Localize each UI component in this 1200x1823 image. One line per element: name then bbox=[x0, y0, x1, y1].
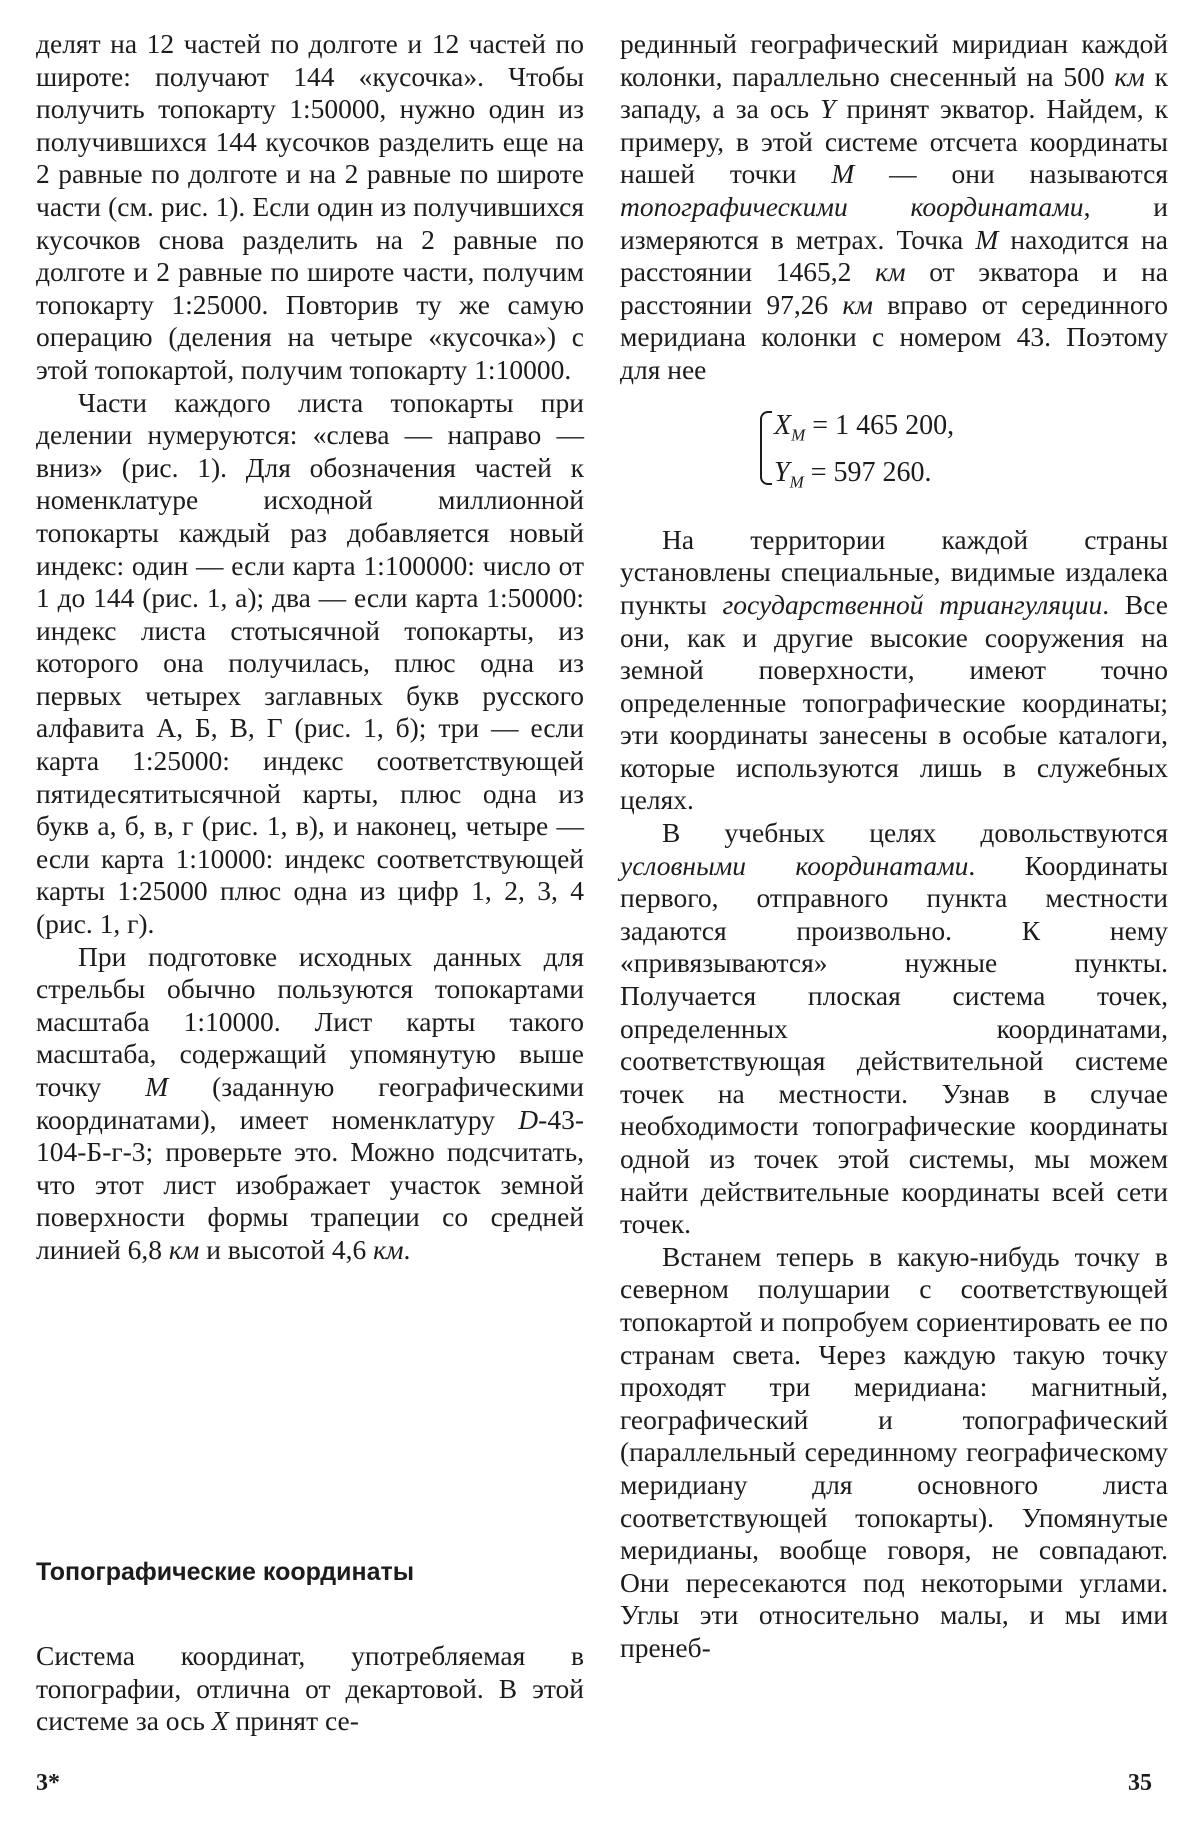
left-paragraph-3: При подготовке исходных данных для стрельбы обычно пользуются топокартами масштаба 1:10000. Лист карты такого масштаба, содержащий упомянутую выше точку M (заданную географическими координатами), имеет номенклатуру D-43-104-Б-г-3; проверьте это. Можно подсчитать, что этот лист изображает участок земной поверхности формы трапеции со средней линией 6,8 км и высотой 4,6 км. bbox=[36, 940, 584, 1265]
left-column bbox=[36, 28, 584, 1267]
left-paragraph-2: Части каждого листа топокарты при делении нумеруются: «слева — направо — вниз» (рис. 1). Для обозначения частей к номенклатуре исходной миллионной топокарты каждый раз добавляется новый индекс: один — если карта 1:100000: число от 1 до 144 (рис. 1, а); два — если карта 1:50000: индекс листа стотысячной топокарты, из которого она получилась, плюс одна из первых четырех заглавных букв русского алфавита А, Б, В, Г (рис. 1, б); три — если карта 1:25000: индекс соответствующей пятидесятитысячной карты, плюс одна из букв а, б, в, г (рис. 1, в), и наконец, четыре — если карта 1:10000: индекс соответствующей карты 1:25000 плюс одна из цифр 1, 2, 3, 4 (рис. 1, г). bbox=[36, 386, 584, 940]
formula-x: $X_M = 1$ 465 200, bbox=[774, 409, 955, 445]
left-paragraph-1: делят на 12 частей по долготе и 12 частей по широте: получают 144 «кусочка». Чтобы получить топокарту 1:50000, нужно один из получившихся 144 кусочков разделить еще на 2 равные по долготе и на 2 равные по широте части (см. рис. 1). Если один из получившихся кусочков снова разделить на 2 равные по долготе и 2 равные по широте части, получим топокарту 1:25000. Повторив ту же самую операцию (деления на четыре «кусочка») с этой топокартой, получим топокарту 1:10000. bbox=[36, 28, 584, 385]
coordinates-formula bbox=[760, 407, 1168, 502]
right-paragraph-2: На территории каждой страны установлены специальные, видимые издалека пункты государственной триангуляции. Все они, как и другие высокие сооружения на земной поверхности, имеют точно определенные топографические координаты; эти координаты занесены в особые каталоги, которые используются лишь в служебных целях. bbox=[620, 523, 1168, 816]
right-paragraph-3: В учебных целях довольствуются условными координатами. Координаты первого, отправного пункта местности задаются произвольно. К нему «привязываются» нужные пункты. Получается плоская система точек, определенных координатами, соответствующая действительной системе точек на местности. Узнав в случае необходимости топографические координаты одной из точек этой системы, мы можем найти действительные координаты всей сети точек. bbox=[620, 817, 1168, 1240]
section-paragraph: Система координат, употребляемая в топографии, отлична от декартовой. В этой системе за ось X принят се- bbox=[36, 1640, 584, 1737]
section-heading: Топографические координаты bbox=[36, 1558, 415, 1586]
signature-mark: 3* bbox=[36, 1770, 60, 1796]
right-column bbox=[620, 28, 1168, 1665]
page-number: 35 bbox=[1128, 1770, 1152, 1796]
right-paragraph-1: рединный географический миридиан каждой колонки, параллельно снесенный на 500 км к западу, а за ось Y принят экватор. Найдем, к примеру, в этой системе отсчета координаты нашей точки M — они называются топографическими координатами, и измеряются в метрах. Точка M находится на расстоянии 1465,2 км от экватора и на расстоянии 97,26 км вправо от серединного меридиана колонки с номером 43. Поэтому для нее bbox=[620, 28, 1169, 385]
section-intro bbox=[36, 1640, 584, 1738]
formula-brace bbox=[760, 411, 772, 485]
right-paragraph-4: Встанем теперь в какую-нибудь точку в северном полушарии с соответствующей топокартой и попробуем сориентировать ее по странам света. Через каждую такую точку проходят три меридиана: магнитный, географический и топографический (параллельный серединному географическому меридиану для основного листа соответствующей топокарты). Упомянутые меридианы, вообще говоря, не совпадают. Они пересекаются под некоторыми углами. Углы эти относительно малы, и мы ими пренеб- bbox=[620, 1240, 1168, 1663]
formula-y: $Y_M = 597$ 260. bbox=[774, 457, 932, 492]
